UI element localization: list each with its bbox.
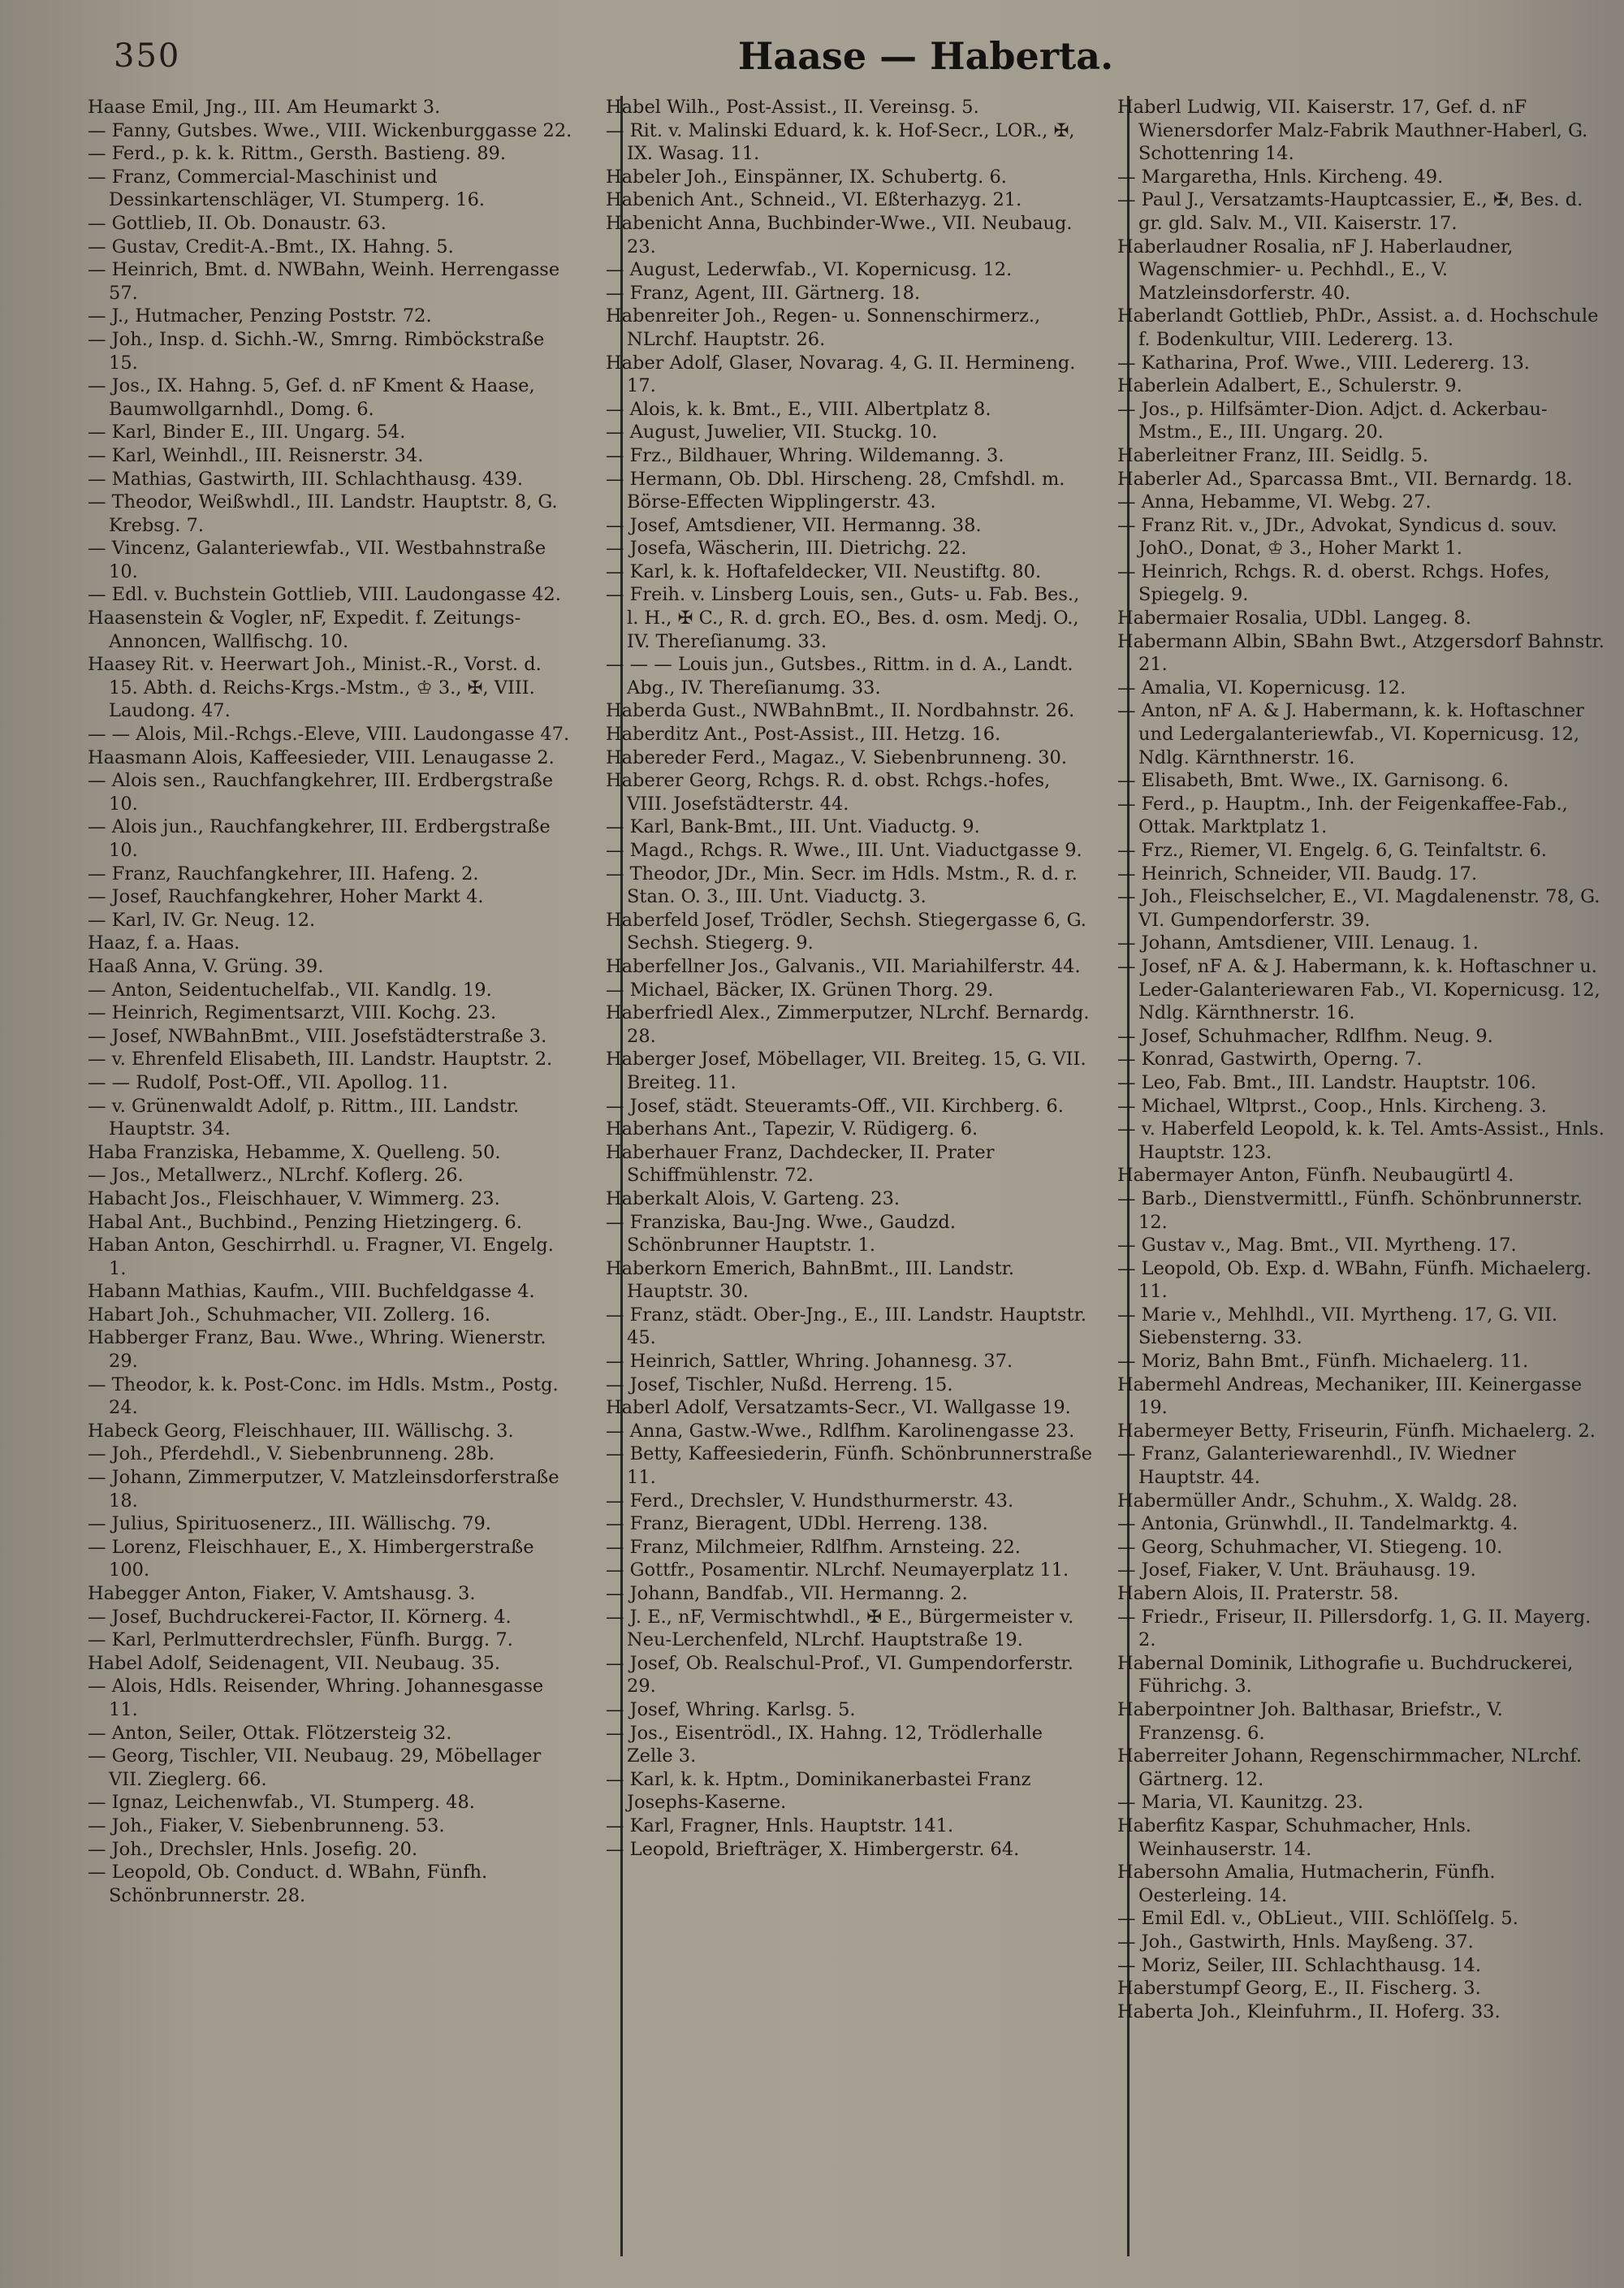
directory-entry: Habel Adolf, Seidenagent, VII. Neubaug. 35. [88,1652,501,1674]
directory-entry: — Franz, Rauchfangkehrer, III. Hafeng. 2. [88,863,479,884]
directory-entry: — Franz Rit. v., JDr., Advokat, Syndicus d. souv. JohO., Donat, ♔ 3., Hoher Markt 1. [1117,514,1557,560]
directory-entry: — Jos., Metallwerz., NLrchf. Koflerg. 26. [88,1165,464,1187]
page-number: 350 [114,37,181,75]
directory-entry: Haaz, f. a. Haas. [88,932,240,954]
directory-entry: Habermayer Anton, Fünfh. Neubaugürtl 4. [1117,1165,1514,1187]
directory-entry: Haase Emil, Jng., III. Am Heumarkt 3. [88,97,441,118]
directory-entry: Haasenstein & Vogler, nF, Expedit. f. Zeitungs-Annoncen, Wallfischg. 10. [88,608,521,652]
directory-entry: Haberpointner Joh. Balthasar, Briefstr., V. Franzensg. 6. [1117,1698,1503,1744]
directory-entry: — Jos., p. Hilfsämter-Dion. Adjct. d. Ackerbau-Mstm., E., III. Ungarg. 20. [1117,398,1548,443]
directory-entry: — — Rudolf, Post-Off., VII. Apollog. 11. [88,1071,448,1093]
column-1 [88,96,575,2256]
directory-entry: Habermaier Rosalia, UDbl. Langeg. 8. [1117,608,1471,629]
directory-entry: — Michael, Bäcker, IX. Grünen Thorg. 29. [606,979,994,1001]
directory-entry: Habenich Ant., Schneid., VI. Eßterhazyg. 21. [606,189,1022,211]
directory-entry: Haberl Adolf, Versatzamts-Secr., VI. Wallgasse 19. [606,1397,1071,1419]
directory-entry: — Anton, nF A. & J. Habermann, k. k. Hoftaschner und Ledergalanteriewfab., VI. Kopernicusg. 12, Ndlg. Kärnthnerstr. 16. [1117,700,1584,768]
directory-entry: Haberda Gust., NWBahnBmt., II. Nordbahnstr. 26. [606,700,1075,722]
directory-entry: — Joh., Fleischselcher, E., VI. Magdalenenstr. 78, G. VI. Gumpendorferstr. 39. [1117,886,1600,931]
directory-entry: Haber Adolf, Glaser, Novarag. 4, G. II. Hermineng. 17. [606,352,1076,397]
directory-entry: — Gustav v., Mag. Bmt., VII. Myrtheng. 17. [1117,1235,1517,1256]
directory-entry: — Karl, Fragner, Hnls. Hauptstr. 141. [606,1814,954,1836]
directory-entry: — Barb., Dienstvermittl., Fünfh. Schönbrunnerstr. 12. [1117,1187,1583,1233]
directory-entry: Haberstumpf Georg, E., II. Fischerg. 3. [1117,1978,1481,2000]
directory-entry: Habacht Jos., Fleischhauer, V. Wimmerg. 23. [88,1187,500,1209]
directory-entry: — Theodor, Weißwhdl., III. Landstr. Hauptstr. 8, G. Krebsg. 7. [88,491,558,536]
directory-entry: — v. Ehrenfeld Elisabeth, III. Landstr. Hauptstr. 2. [88,1049,553,1070]
directory-entry: — Freih. v. Linsberg Louis, sen., Guts- u. Fab. Bes., l. H., ✠ C., R. d. grch. EO., Bes. d. osm. Medj. O., IV. Thereſianumg. 33. [606,584,1080,652]
directory-entry: Haberreiter Johann, Regenschirmmacher, NLrchf. Gärtnerg. 12. [1117,1745,1583,1790]
directory-entry: — Leopold, Ob. Conduct. d. WBahn, Fünfh. Schönbrunnerstr. 28. [88,1862,488,1906]
directory-entry: — — — Louis jun., Gutsbes., Rittm. in d. A., Landt. Abg., IV. Thereſianumg. 33. [606,654,1073,699]
directory-entry: Habal Ant., Buchbind., Penzing Hietzingerg. 6. [88,1211,522,1233]
directory-columns [88,96,1605,2256]
directory-entry: — Joh., Fiaker, V. Siebenbrunneng. 53. [88,1814,445,1836]
directory-entry: — Julius, Spirituosenerz., III. Wällischg. 79. [88,1513,491,1535]
directory-entry: Haberl Ludwig, VII. Kaiserstr. 17, Gef. d. nF Wienersdorfer Malz-Fabrik Mauthner-Haberl, G. Schottenring 14. [1117,97,1588,165]
directory-entry: — Leopold, Briefträger, X. Himbergerstr. 64. [606,1838,1020,1860]
directory-entry: — Elisabeth, Bmt. Wwe., IX. Garnisong. 6. [1117,770,1510,792]
directory-entry: — Ferd., p. Hauptm., Inh. der Feigenkaffee-Fab., Ottak. Marktplatz 1. [1117,793,1568,838]
directory-entry: — Franz, städt. Ober-Jng., E., III. Landstr. Hauptstr. 45. [606,1304,1086,1349]
directory-entry: Habeck Georg, Fleischhauer, III. Wällischg. 3. [88,1420,514,1442]
directory-entry: — Rit. v. Malinski Eduard, k. k. Hof-Secr., LOR., ✠, IX. Wasag. 11. [606,119,1075,165]
directory-entry: Habann Mathias, Kaufm., VIII. Buchfeldgasse 4. [88,1281,535,1303]
directory-entry: — Jos., Eisentrödl., IX. Hahng. 12, Trödlerhalle Zelle 3. [606,1722,1043,1767]
directory-entry: — Heinrich, Schneider, VII. Baudg. 17. [1117,863,1478,884]
directory-entry: Haasmann Alois, Kaffeesieder, VIII. Lenaugasse 2. [88,746,555,768]
directory-entry: Haberlein Adalbert, E., Schulerstr. 9. [1117,375,1462,397]
directory-entry: — Joh., Drechsler, Hnls. Josefig. 20. [88,1838,418,1860]
directory-entry: Habernal Dominik, Lithografie u. Buchdruckerei, Führichg. 3. [1117,1652,1574,1698]
directory-entry: — Franziska, Bau-Jng. Wwe., Gaudzd. Schönbrunner Hauptstr. 1. [606,1211,956,1256]
directory-entry: Haberfellner Jos., Galvanis., VII. Mariahilferstr. 44. [606,955,1081,977]
directory-entry: Habeler Joh., Einspänner, IX. Schubertg. 6. [606,166,1007,188]
directory-entry: — Karl, k. k. Hptm., Dominikanerbastei Franz Josephs-Kaserne. [606,1768,1031,1814]
directory-entry: — Josef, Ob. Realschul-Prof., VI. Gumpendorferstr. 29. [606,1652,1073,1698]
directory-entry: — Alois, k. k. Bmt., E., VIII. Albertplatz 8. [606,398,991,420]
directory-entry: Haberditz Ant., Post-Assist., III. Hetzg. 16. [606,724,1001,746]
page-header [0,32,1624,91]
directory-entry: Haberlaudner Rosalia, nF J. Haberlaudner, Wagenschmier- u. Pechhdl., E., V. Matzleinsdorferstr. 40. [1117,236,1514,304]
directory-entry: — Theodor, JDr., Min. Secr. im Hdls. Mstm., R. d. r. Stan. O. 3., III. Unt. Viaductg. 3. [606,863,1078,908]
directory-entry: Haasey Rit. v. Heerwart Joh., Minist.-R., Vorst. d. 15. Abth. d. Reichs-Krgs.-Mstm., ♔ 3., ✠, VIII. Laudong. 47. [88,654,542,722]
directory-entry: — Joh., Pferdehdl., V. Siebenbrunneng. 28b. [88,1443,495,1465]
directory-entry: — Frz., Riemer, VI. Engelg. 6, G. Teinfaltstr. 6. [1117,840,1547,861]
directory-entry: — Josef, Tischler, Nußd. Herreng. 15. [606,1373,953,1395]
directory-entry: — Edl. v. Buchstein Gottlieb, VIII. Laudongasse 42. [88,584,561,606]
directory-entry: — v. Haberfeld Leopold, k. k. Tel. Amts-Assist., Hnls. Hauptstr. 123. [1117,1118,1605,1163]
directory-entry: — Theodor, k. k. Post-Conc. im Hdls. Mstm., Postg. 24. [88,1373,559,1419]
directory-entry: — Hermann, Ob. Dbl. Hirscheng. 28, Cmfshdl. m. Börse-Effecten Wipplingerstr. 43. [606,468,1065,513]
directory-entry: — Karl, Weinhdl., III. Reisnerstr. 34. [88,444,424,466]
directory-entry: — J., Hutmacher, Penzing Poststr. 72. [88,305,432,327]
directory-entry: — Ignaz, Leichenwfab., VI. Stumperg. 48. [88,1792,475,1814]
directory-entry: — Paul J., Versatzamts-Hauptcassier, E., ✠, Bes. d. gr. gld. Salv. M., VII. Kaiserstr. 17. [1117,189,1583,234]
directory-entry: — Katharina, Prof. Wwe., VIII. Ledererg. 13. [1117,352,1530,374]
directory-entry: — Franz, Galanteriewarenhdl., IV. Wiedner Hauptstr. 44. [1117,1443,1516,1489]
directory-entry: — Joh., Insp. d. Sichh.-W., Smrng. Rimböckstraße 15. [88,328,545,374]
directory-entry: Habersohn Amalia, Hutmacherin, Fünfh. Oesterleing. 14. [1117,1862,1496,1906]
directory-entry: — Marie v., Mehlhdl., VII. Myrtheng. 17, G. VII. Siebensterng. 33. [1117,1304,1558,1349]
directory-entry: — Moriz, Bahn Bmt., Fünfh. Michaelerg. 11. [1117,1351,1529,1373]
directory-entry: — Josef, städt. Steueramts-Off., VII. Kirchberg. 6. [606,1095,1064,1117]
directory-entry: — Leo, Fab. Bmt., III. Landstr. Hauptstr. 106. [1117,1071,1536,1093]
directory-entry: — Heinrich, Bmt. d. NWBahn, Weinh. Herrengasse 57. [88,259,560,304]
directory-entry: Haberfeld Josef, Trödler, Sechsh. Stiegergasse 6, G. Sechsh. Stiegerg. 9. [606,909,1086,954]
directory-entry: — J. E., nF, Vermischtwhdl., ✠ E., Bürgermeister v. Neu-Lerchenfeld, NLrchf. Hauptstraße 19. [606,1606,1074,1651]
directory-entry: — Karl, IV. Gr. Neug. 12. [88,909,316,931]
directory-entry: Habel Wilh., Post-Assist., II. Vereinsg. 5. [606,97,979,118]
directory-entry: — Margaretha, Hnls. Kircheng. 49. [1117,166,1444,188]
directory-entry: — Johann, Amtsdiener, VIII. Lenaug. 1. [1117,932,1479,954]
directory-entry: — Josefa, Wäscherin, III. Dietrichg. 22. [606,538,967,560]
directory-entry: — Friedr., Friseur, II. Pillersdorfg. 1, G. II. Mayerg. 2. [1117,1606,1592,1651]
directory-entry: — Ferd., Drechsler, V. Hundsthurmerstr. 43. [606,1490,1014,1512]
directory-entry: — Franz, Milchmeier, Rdlfhm. Arnsteing. 22. [606,1536,1021,1558]
directory-entry: Haberleitner Franz, III. Seidlg. 5. [1117,444,1429,466]
directory-entry: Habermüller Andr., Schuhm., X. Waldg. 28. [1117,1490,1518,1512]
directory-entry: — Josef, Whring. Karlsg. 5. [606,1698,856,1720]
directory-entry: Habereder Ferd., Magaz., V. Siebenbrunneng. 30. [606,746,1068,768]
directory-entry: — Moriz, Seiler, III. Schlachthausg. 14. [1117,1954,1482,1976]
directory-entry: Haba Franziska, Hebamme, X. Quelleng. 50. [88,1141,501,1163]
directory-entry: Habermehl Andreas, Mechaniker, III. Keinergasse 19. [1117,1373,1583,1419]
directory-entry: — Anton, Seiler, Ottak. Flötzersteig 32. [88,1722,452,1744]
directory-entry: Haberlandt Gottlieb, PhDr., Assist. a. d. Hochschule f. Bodenkultur, VIII. Ledererg. 13. [1117,305,1599,350]
directory-entry: — v. Grünenwaldt Adolf, p. Rittm., III. Landstr. Hauptstr. 34. [88,1095,520,1140]
directory-entry: Haberger Josef, Möbellager, VII. Breiteg. 15, G. VII. Breiteg. 11. [606,1049,1086,1093]
directory-entry: Habern Alois, II. Praterstr. 58. [1117,1583,1399,1604]
directory-entry: — Alois sen., Rauchfangkehrer, III. Erdbergstraße 10. [88,770,554,815]
directory-entry: Haberhans Ant., Tapezir, V. Rüdigerg. 6. [606,1118,978,1140]
directory-entry: — Josef, Fiaker, V. Unt. Bräuhausg. 19. [1117,1559,1476,1581]
directory-entry: — Georg, Tischler, VII. Neubaug. 29, Möbellager VII. Zieglerg. 66. [88,1745,542,1790]
directory-entry: Habart Joh., Schuhmacher, VII. Zollerg. 16. [88,1304,491,1326]
directory-entry: — Anton, Seidentuchelfab., VII. Kandlg. 19. [88,979,492,1001]
directory-entry: Haaß Anna, V. Grüng. 39. [88,955,324,977]
directory-entry: — Ferd., p. k. k. Rittm., Gersth. Bastieng. 89. [88,143,507,165]
directory-entry: — Konrad, Gastwirth, Operng. 7. [1117,1049,1423,1070]
directory-entry: — Josef, Rauchfangkehrer, Hoher Markt 4. [88,886,484,908]
directory-entry: — Mathias, Gastwirth, III. Schlachthausg. 439. [88,468,524,490]
directory-entry: — Franz, Bieragent, UDbl. Herreng. 138. [606,1513,988,1535]
directory-entry: — Josef, Amtsdiener, VII. Hermanng. 38. [606,514,982,536]
directory-entry: — Josef, nF A. & J. Habermann, k. k. Hoftaschner u. Leder-Galanteriewaren Fab., VI. Kopernicusg. 12, Ndlg. Kärnthnerstr. 16. [1117,955,1600,1024]
directory-entry: — Johann, Zimmerputzer, V. Matzleinsdorferstraße 18. [88,1467,559,1512]
column-3 [1117,96,1605,2256]
directory-entry: — Betty, Kaffeesiederin, Fünfh. Schönbrunnerstraße 11. [606,1443,1093,1489]
directory-entry: — Frz., Bildhauer, Whring. Wildemanng. 3. [606,444,1004,466]
directory-entry: — Heinrich, Rchgs. R. d. oberst. Rchgs. Hofes, Spiegelg. 9. [1117,560,1550,606]
directory-entry: — Karl, Bank-Bmt., III. Unt. Viaductg. 9. [606,816,980,838]
directory-entry: — Alois jun., Rauchfangkehrer, III. Erdbergstraße 10. [88,816,551,861]
directory-entry: — Emil Edl. v., ObLieut., VIII. Schlöſſelg. 5. [1117,1908,1518,1930]
directory-entry: Habegger Anton, Fiaker, V. Amtshausg. 3. [88,1583,476,1604]
directory-entry: Habermann Albin, SBahn Bwt., Atzgersdorf Bahnstr. 21. [1117,630,1605,676]
directory-entry: Haberfitz Kaspar, Schuhmacher, Hnls. Weinhauserstr. 14. [1117,1814,1471,1860]
directory-entry: — Johann, Bandfab., VII. Hermanng. 2. [606,1583,968,1604]
directory-entry: — Josef, Schuhmacher, Rdlfhm. Neug. 9. [1117,1025,1493,1047]
directory-entry: — Josef, Buchdruckerei-Factor, II. Körnerg. 4. [88,1606,512,1628]
directory-entry: Haban Anton, Geschirrhdl. u. Fragner, VI. Engelg. 1. [88,1235,554,1279]
directory-entry: Haberta Joh., Kleinfuhrm., II. Hoferg. 33. [1117,2000,1501,2022]
directory-entry: — Franz, Commercial-Maschinist und Dessinkartenschläger, VI. Stumperg. 16. [88,166,486,211]
directory-entry: — Michael, Wltprst., Coop., Hnls. Kircheng. 3. [1117,1095,1547,1117]
running-head: Haase — Haberta. [737,34,1114,78]
column-2 [606,96,1093,2256]
directory-entry: — Josef, NWBahnBmt., VIII. Josefstädterstraße 3. [88,1025,547,1047]
directory-entry: — August, Juwelier, VII. Stuckg. 10. [606,422,938,443]
directory-entry: — Vincenz, Galanteriewfab., VII. Westbahnstraße 10. [88,538,546,582]
directory-entry: — Gottlieb, II. Ob. Donaustr. 63. [88,212,387,234]
directory-entry: — Karl, Perlmutterdrechsler, Fünfh. Burgg. 7. [88,1629,513,1651]
directory-entry: — Maria, VI. Kaunitzg. 23. [1117,1792,1364,1814]
directory-entry: — — Alois, Mil.-Rchgs.-Eleve, VIII. Laudongasse 47. [88,724,570,746]
directory-entry: Habenicht Anna, Buchbinder-Wwe., VII. Neubaug. 23. [606,212,1073,257]
directory-entry: — Antonia, Grünwhdl., II. Tandelmarktg. 4. [1117,1513,1518,1535]
directory-entry: — Karl, Binder E., III. Ungarg. 54. [88,422,406,443]
directory-entry: Haberhauer Franz, Dachdecker, II. Prater Schiffmühlenstr. 72. [606,1141,995,1187]
directory-entry: — Gottfr., Posamentir. NLrchf. Neumayerplatz 11. [606,1559,1069,1581]
directory-entry: — Amalia, VI. Kopernicusg. 12. [1117,677,1406,699]
directory-entry: Haberler Ad., Sparcassa Bmt., VII. Bernardg. 18. [1117,468,1573,490]
directory-entry: — Magd., Rchgs. R. Wwe., III. Unt. Viaductgasse 9. [606,840,1082,861]
directory-entry: — Fanny, Gutsbes. Wwe., VIII. Wickenburggasse 22. [88,119,572,141]
directory-entry: — Alois, Hdls. Reisender, Whring. Johannesgasse 11. [88,1676,544,1720]
directory-entry: — Jos., IX. Hahng. 5, Gef. d. nF Kment & Haase, Baumwollgarnhdl., Domg. 6. [88,375,535,420]
directory-entry: — Georg, Schuhmacher, VI. Stiegeng. 10. [1117,1536,1503,1558]
directory-entry: — Heinrich, Regimentsarzt, VIII. Kochg. 23. [88,1002,497,1024]
directory-entry: — Lorenz, Fleischhauer, E., X. Himbergerstraße 100. [88,1536,534,1581]
directory-entry: Habermeyer Betty, Friseurin, Fünfh. Michaelerg. 2. [1117,1420,1596,1442]
directory-entry: Haberkalt Alois, V. Garteng. 23. [606,1187,901,1209]
directory-entry: — Anna, Hebamme, VI. Webg. 27. [1117,491,1432,513]
directory-entry: — Anna, Gastw.-Wwe., Rdlfhm. Karolinengasse 23. [606,1420,1075,1442]
directory-entry: — August, Lederwfab., VI. Kopernicusg. 12. [606,259,1013,281]
directory-entry: Haberkorn Emerich, BahnBmt., III. Landstr. Hauptstr. 30. [606,1257,1015,1303]
directory-entry: — Heinrich, Sattler, Whring. Johannesg. 37. [606,1351,1013,1373]
directory-entry: Habberger Franz, Bau. Wwe., Whring. Wienerstr. 29. [88,1327,546,1373]
directory-entry: — Leopold, Ob. Exp. d. WBahn, Fünfh. Michaelerg. 11. [1117,1257,1592,1303]
directory-entry: Haberer Georg, Rchgs. R. d. obst. Rchgs.-hofes, VIII. Josefstädterstr. 44. [606,770,1051,815]
directory-entry: — Joh., Gastwirth, Hnls. Mayßeng. 37. [1117,1931,1474,1953]
directory-entry: Haberfriedl Alex., Zimmerputzer, NLrchf. Bernardg. 28. [606,1002,1090,1047]
directory-entry: Habenreiter Joh., Regen- u. Sonnenschirmerz., NLrchf. Hauptstr. 26. [606,305,1041,350]
directory-entry: — Franz, Agent, III. Gärtnerg. 18. [606,282,921,304]
directory-entry: — Karl, k. k. Hoftafeldecker, VII. Neustiftg. 80. [606,560,1042,582]
directory-entry: — Gustav, Credit-A.-Bmt., IX. Hahng. 5. [88,236,454,257]
